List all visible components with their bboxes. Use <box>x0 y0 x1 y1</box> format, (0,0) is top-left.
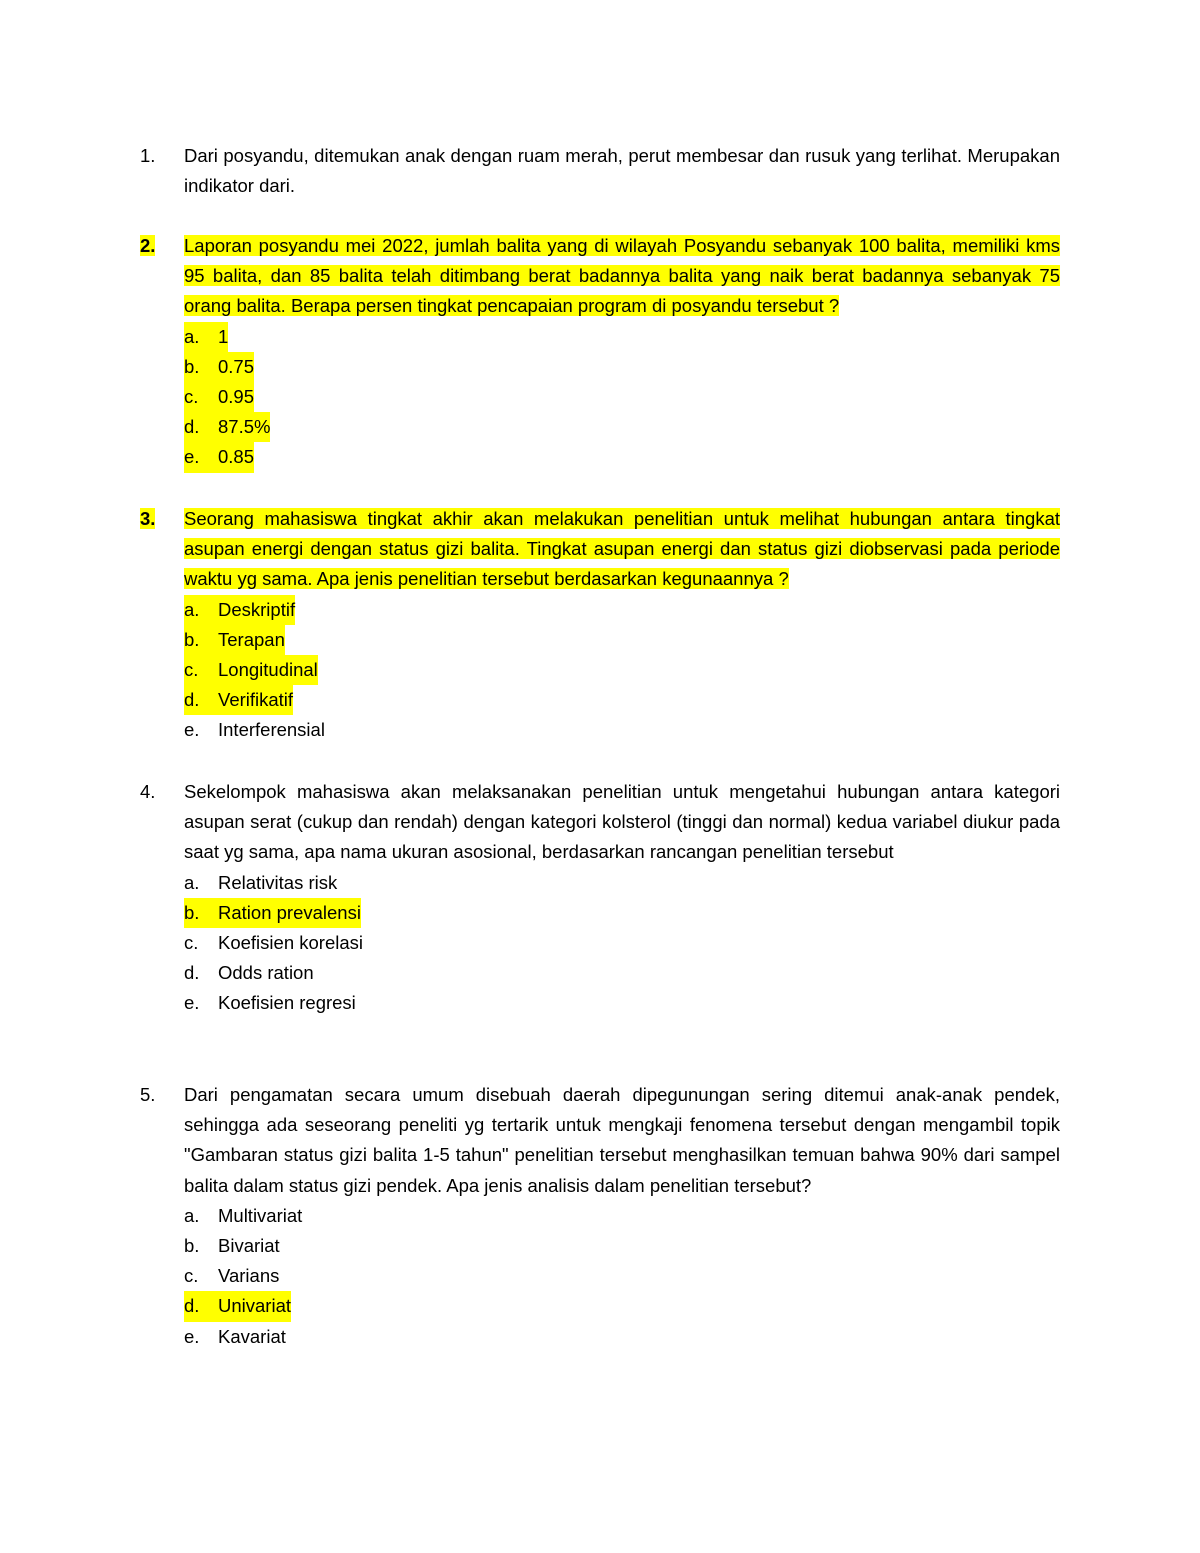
question-text: Dari pengamatan secara umum disebuah daerah dipegunungan sering ditemui anak-anak pendek, sehingga ada seseorang peneliti yg tertarik untuk mengkaji fenomena tersebut dengan mengambil topik "Gambaran status gizi balita 1-5 tahun" penelitian tersebut menghasilkan temuan bahwa 90% dari sampel balita dalam status gizi pendek. Apa jenis analisis dalam penelitian tersebut? <box>184 1084 1060 1196</box>
options-list <box>140 322 1060 473</box>
option-e[interactable] <box>140 988 1060 1018</box>
option-e[interactable] <box>140 1322 1060 1352</box>
option-text: Relativitas risk <box>218 871 338 893</box>
option-a[interactable] <box>140 868 1060 898</box>
question-number: 4. <box>140 781 156 802</box>
option-d[interactable] <box>140 1291 1060 1321</box>
question-text: Laporan posyandu mei 2022, jumlah balita yang di wilayah Posyandu sebanyak 100 balita, memiliki kms 95 balita, dan 85 balita telah ditimbang berat badannya balita yang naik berat badannya sebanyak 75 orang balita. Berapa persen tingkat pencapaian program di posyandu tersebut ? <box>184 235 1060 317</box>
option-text: Deskriptif <box>218 598 296 620</box>
question-2 <box>140 231 1060 473</box>
option-letter: c. <box>184 931 199 953</box>
option-letter: a. <box>184 325 200 347</box>
option-c[interactable] <box>140 655 1060 685</box>
option-letter: b. <box>184 355 200 377</box>
option-text: 0.85 <box>218 446 255 468</box>
option-letter: a. <box>184 598 200 620</box>
option-text: Varians <box>218 1265 280 1287</box>
option-letter: a. <box>184 1204 200 1226</box>
option-letter: e. <box>184 1325 200 1347</box>
option-letter: b. <box>184 1235 200 1256</box>
option-text: Multivariat <box>218 1204 303 1226</box>
option-e[interactable] <box>140 442 1060 472</box>
option-letter: e. <box>184 992 200 1014</box>
options-list <box>140 1201 1060 1352</box>
option-letter: c. <box>184 658 199 680</box>
option-letter: c. <box>184 1265 199 1287</box>
question-4 <box>140 777 1060 1019</box>
option-letter: d. <box>184 689 200 711</box>
option-d[interactable] <box>140 685 1060 715</box>
option-letter: e. <box>184 446 200 468</box>
option-b[interactable] <box>140 1231 1060 1261</box>
options-list <box>140 868 1060 1019</box>
question-number: 5. <box>140 1084 156 1105</box>
option-text: Interferensial <box>218 719 325 741</box>
option-text: Terapan <box>218 628 285 650</box>
question-text: Sekelompok mahasiswa akan melaksanakan penelitian untuk mengetahui hubungan antara kategori asupan serat (cukup dan rendah) dengan kategori kolsterol (tinggi dan normal) kedua variabel diukur pada saat yg sama, apa nama ukuran asosional, berdasarkan rancangan penelitian tersebut <box>184 781 1060 863</box>
option-text: 1 <box>218 325 229 347</box>
option-d[interactable] <box>140 958 1060 988</box>
option-b[interactable] <box>140 898 1060 928</box>
option-letter: a. <box>184 871 200 893</box>
option-a[interactable] <box>140 595 1060 625</box>
option-text: Bivariat <box>218 1235 280 1256</box>
question-5 <box>140 1080 1060 1352</box>
option-letter: d. <box>184 416 200 438</box>
option-letter: e. <box>184 719 200 741</box>
question-1-row <box>140 141 1060 201</box>
question-3 <box>140 504 1060 746</box>
option-text: Koefisien korelasi <box>218 931 363 953</box>
question-text: Dari posyandu, ditemukan anak dengan ruam merah, perut membesar dan rusuk yang terlihat. Merupakan indikator dari. <box>184 145 1060 197</box>
option-text: Ration prevalensi <box>218 901 361 923</box>
option-e[interactable] <box>140 715 1060 745</box>
option-a[interactable] <box>140 1201 1060 1231</box>
option-text: Odds ration <box>218 962 314 984</box>
option-letter: d. <box>184 1295 200 1317</box>
question-3-row <box>140 504 1060 595</box>
question-5-row <box>140 1080 1060 1201</box>
option-text: 87.5% <box>218 416 271 438</box>
option-a[interactable] <box>140 322 1060 352</box>
option-letter: b. <box>184 628 200 650</box>
question-text: Seorang mahasiswa tingkat akhir akan melakukan penelitian untuk melihat hubungan antara tingkat asupan energi dengan status gizi balita. Tingkat asupan energi dan status gizi diobservasi pada periode waktu yg sama. Apa jenis penelitian tersebut berdasarkan kegunaannya ? <box>184 508 1060 590</box>
option-text: Univariat <box>218 1295 291 1317</box>
question-number: 1. <box>140 145 156 166</box>
option-c[interactable] <box>140 382 1060 412</box>
option-c[interactable] <box>140 928 1060 958</box>
option-text: 0.95 <box>218 385 255 407</box>
question-number: 2. <box>140 235 156 256</box>
option-b[interactable] <box>140 625 1060 655</box>
option-text: Kavariat <box>218 1325 286 1347</box>
option-d[interactable] <box>140 412 1060 442</box>
option-text: Longitudinal <box>218 658 318 680</box>
option-letter: d. <box>184 962 200 984</box>
option-letter: b. <box>184 901 200 923</box>
option-text: Koefisien regresi <box>218 992 356 1014</box>
question-number: 3. <box>140 508 156 529</box>
question-2-row <box>140 231 1060 322</box>
option-text: 0.75 <box>218 355 255 377</box>
option-c[interactable] <box>140 1261 1060 1291</box>
option-b[interactable] <box>140 352 1060 382</box>
options-list <box>140 595 1060 746</box>
option-text: Verifikatif <box>218 689 294 711</box>
question-4-row <box>140 777 1060 868</box>
option-letter: c. <box>184 385 199 407</box>
question-1 <box>140 141 1060 201</box>
